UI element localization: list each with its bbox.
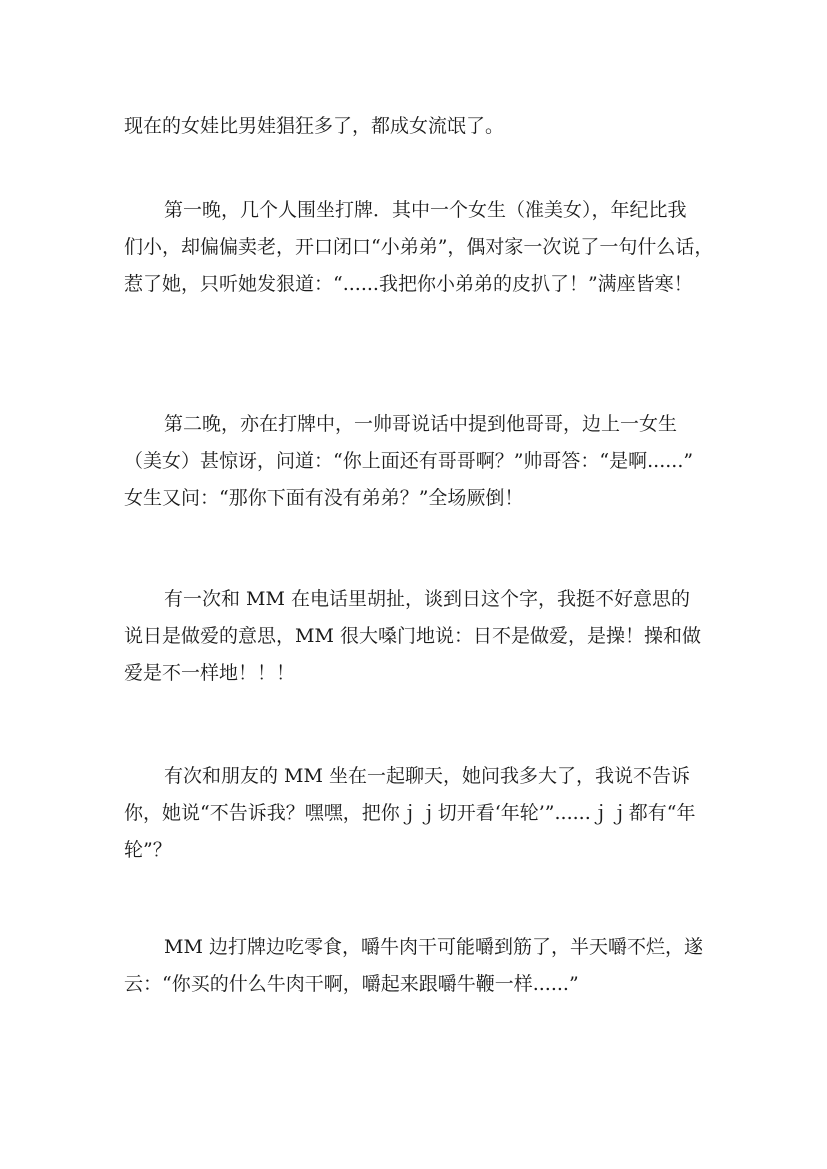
paragraph-line: 你，她说“不告诉我？嘿嘿，把你ｊｊ切开看‘年轮’”......ｊｊ都有“年 [124,802,696,824]
paragraph-line: 们小，却偏偏卖老，开口闭口“小弟弟”，偶对家一次说了一句什么话， [124,236,714,258]
paragraph-line: 有一次和 MM 在电话里胡扯，谈到日这个字，我挺不好意思的 [164,588,690,610]
paragraph-line: 有次和朋友的 MM 坐在一起聊天，她问我多大了，我说不告诉 [164,765,690,787]
paragraph-line: 惹了她，只听她发狠道：“......我把你小弟弟的皮扒了！”满座皆寒！ [124,273,693,295]
paragraph-line: 第二晚，亦在打牌中，一帅哥说话中提到他哥哥，边上一女生 [164,413,678,435]
paragraph-line: 女生又问：“那你下面有没有弟弟？”全场厥倒！ [124,487,524,509]
paragraph-line: 云：“你买的什么牛肉干啊，嚼起来跟嚼牛鞭一样......” [124,973,579,995]
paragraph-chat [124,758,714,869]
paragraph-line: 现在的女娃比男娃猖狂多了，都成女流氓了。 [124,115,505,137]
paragraph-first-night [124,192,714,303]
paragraph-line: 轮”？ [124,839,172,861]
paragraph-line: （美女）甚惊讶，问道：“你上面还有哥哥啊？”帅哥答：“是啊......” [124,450,694,472]
paragraph-second-night [124,406,714,517]
paragraph-line: 爱是不一样地！！！ [124,662,296,684]
paragraph-beef-jerky [124,929,714,1003]
paragraph-line: 第一晚，几个人围坐打牌．其中一个女生（准美女），年纪比我 [164,199,687,221]
paragraph-line: 说日是做爱的意思，MM 很大嗓门地说：日不是做爱，是操！操和做 [124,625,701,647]
paragraph-phone-call [124,581,714,692]
paragraph-line: MM 边打牌边吃零食，嚼牛肉干可能嚼到筋了，半天嚼不烂，遂 [164,936,703,958]
paragraph-intro [124,108,714,145]
